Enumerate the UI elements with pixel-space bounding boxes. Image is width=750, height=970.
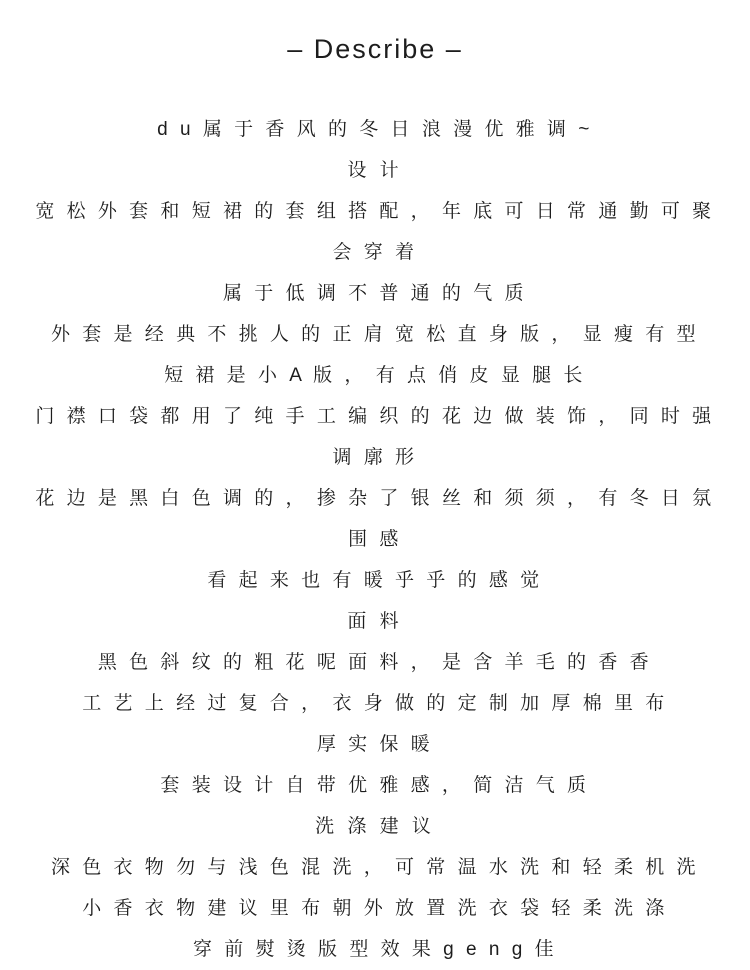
section-fabric — [30, 601, 720, 806]
fabric-line-2: 工 艺 上 经 过 复 合 ， 衣 身 做 的 定 制 加 厚 棉 里 布 — [82, 693, 668, 714]
washing-advice-heading: 洗 涤 建 议 — [315, 816, 435, 837]
section-washing-advice — [30, 806, 720, 970]
design-line-6: 花 边 是 黑 白 色 调 的 ， 掺 杂 了 银 丝 和 须 须 ， 有 冬 日 氛 围 感 — [35, 488, 724, 550]
design-line-7: 看 起 来 也 有 暖 乎 乎 的 感 觉 — [207, 570, 543, 591]
page-title: – Describe – — [287, 34, 463, 64]
fabric-line-1: 黑 色 斜 纹 的 粗 花 呢 面 料 ， 是 含 羊 毛 的 香 香 — [97, 652, 653, 673]
design-line-5: 门 襟 口 袋 都 用 了 纯 手 工 编 织 的 花 边 做 装 饰 ， 同 时 强 调 廓 形 — [35, 406, 724, 468]
section-intro — [30, 109, 720, 150]
design-line-4: 短 裙 是 小 A 版 ， 有 点 俏 皮 显 腿 长 — [164, 365, 586, 386]
design-line-3: 外 套 是 经 典 不 挑 人 的 正 肩 宽 松 直 身 版 ， 显 瘦 有 型 — [50, 324, 700, 345]
fabric-line-4: 套 装 设 计 自 带 优 雅 感 ， 简 洁 气 质 — [160, 775, 590, 796]
design-heading: 设 计 — [347, 160, 403, 181]
washing-advice-line-3: 穿 前 熨 烫 版 型 效 果 g e n g 佳 — [192, 939, 558, 960]
fabric-line-3: 厚 实 保 暖 — [316, 734, 434, 755]
design-line-1: 宽 松 外 套 和 短 裙 的 套 组 搭 配 ， 年 底 可 日 常 通 勤 可 聚 会 穿 着 — [35, 201, 724, 263]
design-line-2: 属 于 低 调 不 普 通 的 气 质 — [222, 283, 527, 304]
intro-line: d u 属 于 香 风 的 冬 日 浪 漫 优 雅 调 ~ — [157, 119, 593, 140]
section-design — [30, 150, 724, 601]
washing-advice-line-1: 深 色 衣 物 勿 与 浅 色 混 洗 ， 可 常 温 水 洗 和 轻 柔 机 洗 — [50, 857, 700, 878]
fabric-heading: 面 料 — [347, 611, 403, 632]
washing-advice-line-2: 小 香 衣 物 建 议 里 布 朝 外 放 置 洗 衣 袋 轻 柔 洗 涤 — [82, 898, 668, 919]
